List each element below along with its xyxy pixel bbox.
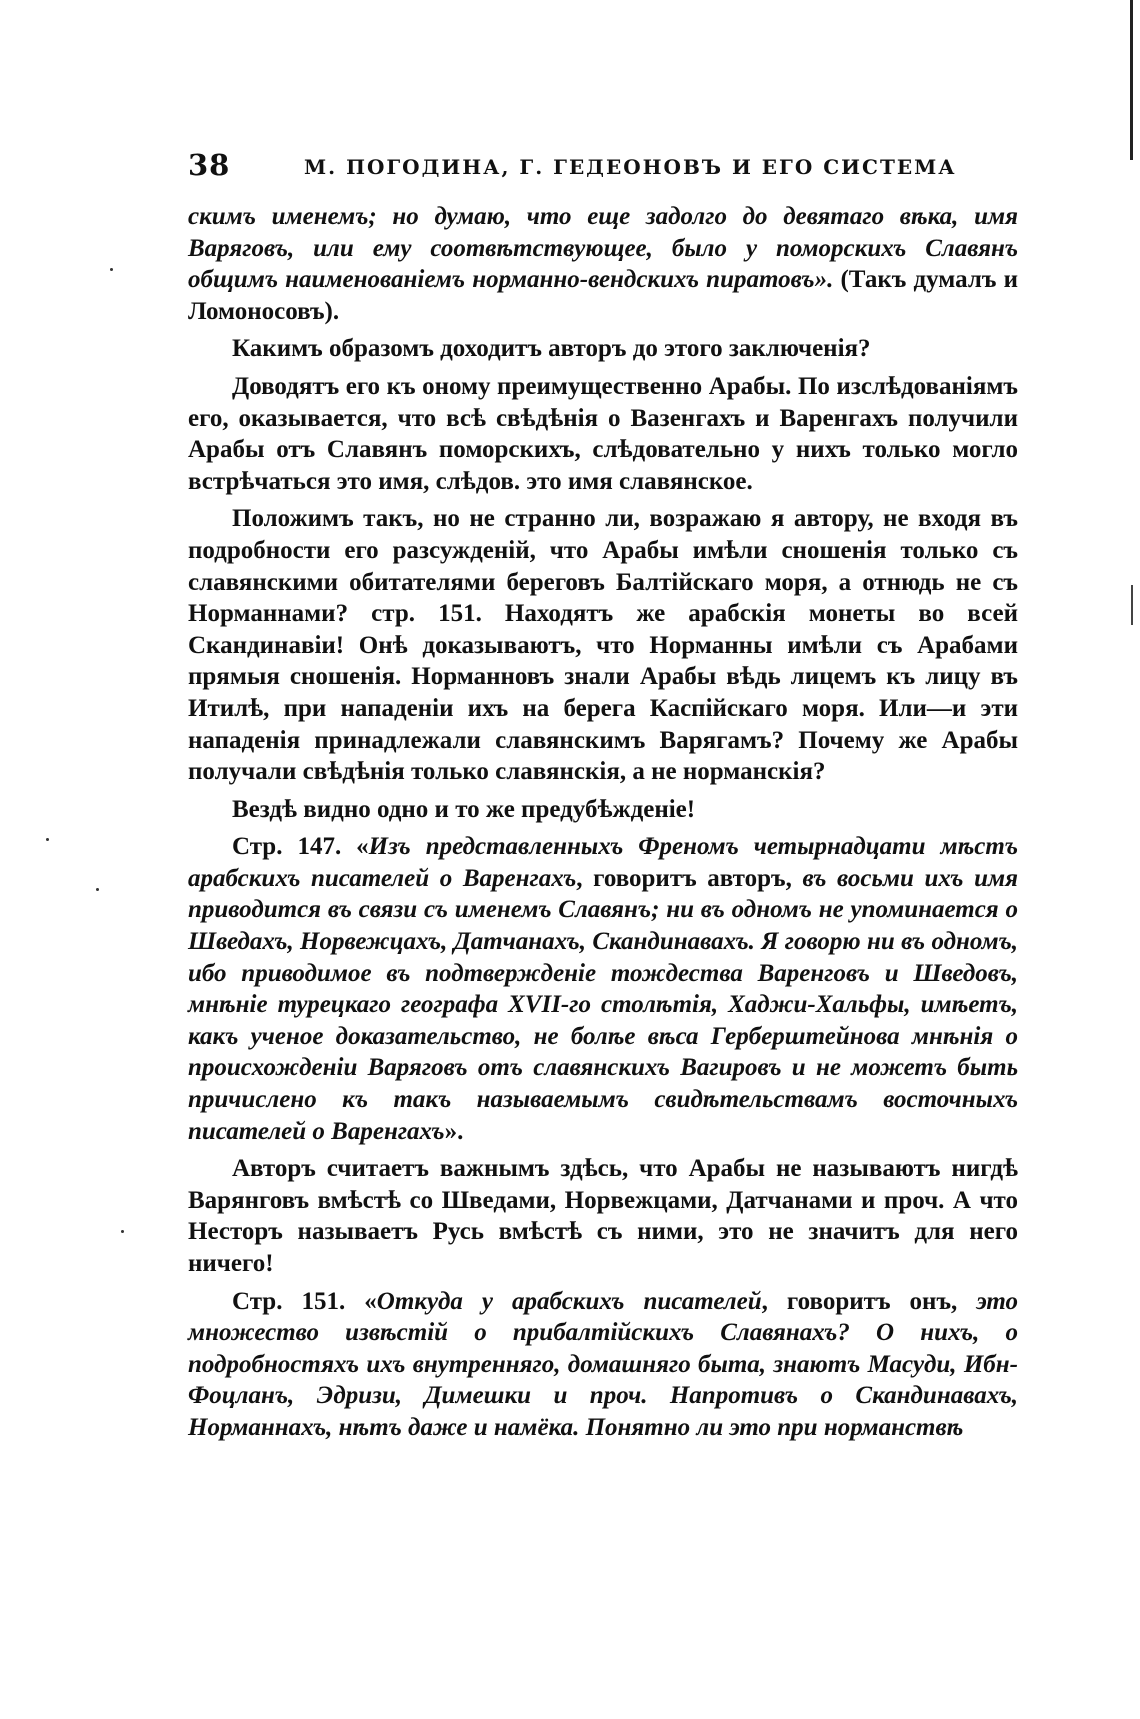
scan-speck [96,888,99,891]
scan-edge-line [1130,0,1133,160]
scan-speck [110,268,113,271]
italic-quote-text: скимъ именемъ; но думаю, что еще задолго до девятаго вѣка, имя Варяговъ, или ему соотвѣтствующее, было у поморскихъ Славянъ общимъ наименованіемъ норманно-вендскихъ пиратовъ». [188,203,1018,294]
italic-quote-text: Откуда у арабскихъ писателей [376,1287,762,1315]
text-run: , говоритъ онъ, [761,1287,977,1315]
text-run: Какимъ образомъ доходитъ авторъ до этого заключенія? [232,335,871,363]
scan-speck [46,838,49,841]
paragraph [188,201,1018,327]
text-run: Доводятъ его къ оному преимущественно Арабы. По изслѣдованіямъ его, оказывается, что всѣ свѣдѣнія о Вазенгахъ и Варенгахъ получили Арабы отъ Славянъ поморскихъ, слѣдовательно у нихъ только могло встрѣчаться это имя, слѣдов. это имя славянское. [188,372,1018,495]
paragraph [188,794,1018,826]
paragraph [188,1286,1018,1444]
paragraph [188,831,1018,1147]
paragraph [188,333,1018,365]
italic-quote-text: это множество извѣстій о прибалтійскихъ Славянахъ? О нихъ, о подробностяхъ ихъ внутренняго, домашняго быта, знаютъ Масуди, Ибн-Фоцланъ, Эдризи, Димешки и проч. Напротивъ о Скандинавахъ, Норманнахъ, нѣтъ даже и намёка. Понятно ли это при норманствѣ [188,1287,1018,1441]
text-run: Авторъ считаетъ важнымъ здѣсь, что Арабы не называютъ нигдѣ Варянговъ вмѣстѣ со Шведами, Норвежцами, Датчанами и проч. А что Несторъ называетъ Русь вмѣстѣ съ ними, это не значитъ для него ничего! [188,1155,1018,1277]
italic-quote-text: Изъ представленныхъ Френомъ четырнадцати мѣстъ арабскихъ писателей о Варенгахъ [188,833,1018,892]
paragraph [188,503,1018,787]
text-run: Стр. 151. « [232,1287,377,1315]
page-header [188,148,1018,188]
scan-speck [121,1230,124,1233]
scan-edge-mark [1131,585,1133,625]
text-run: Стр. 147. « [232,833,369,861]
text-run: , говоритъ авторъ, [576,864,803,892]
italic-quote-text: въ восьми ихъ имя приводится въ связи съ именемъ Славянъ; ни въ одномъ не упоминается о Шведахъ, Норвежцахъ, Датчанахъ, Скандинавахъ. Я говорю ни въ одномъ, ибо приводимое въ подтвержденіе тождества Варенговъ и Шведовъ, мнѣніе турецкаго географа XVII-го столѣтія, Хаджи-Хальфы, имѣетъ, какъ ученое доказательство, не болѣе вѣса Герберштейнова мнѣнія о происхожденіи Варяговъ отъ славянскихъ Вагировъ и не можетъ быть причислено къ такъ называемымъ свидѣтельствамъ восточныхъ писателей о Варенгахъ [188,864,1018,1145]
running-title: М. ПОГОДИНА, Г. ГЕДЕОНОВЪ И ЕГО СИСТЕМА [304,155,957,179]
text-run: Положимъ такъ, но не странно ли, возражаю я автору, не входя въ подробности его разсужденій, что Арабы имѣли сношенія только съ славянскими обитателями береговъ Балтійскаго моря, а отнюдь не съ Норманнами? стр. 151. Находятъ же арабскія монеты во всей Скандинавіи! Онѣ доказываютъ, что Норманны имѣли съ Арабами прямыя сношенія. Норманновъ знали Арабы вѣдь лицемъ къ лицу въ Итилѣ, при нападеніи ихъ на берега Каспійскаго моря. Или—и эти нападенія принадлежали славянскимъ Варягамъ? Почему же Арабы получали свѣдѣнія только славянскія, а не норманскія? [188,505,1018,786]
paragraph [188,371,1018,497]
paragraph [188,1153,1018,1279]
page-number: 38 [188,148,231,182]
text-run: Вездѣ видно одно и то же предубѣжденіе! [232,795,696,823]
body-text [188,201,1018,1450]
text-run: ». [444,1117,464,1145]
text-run: (Такъ думалъ и Ломоносовъ). [188,266,1018,325]
